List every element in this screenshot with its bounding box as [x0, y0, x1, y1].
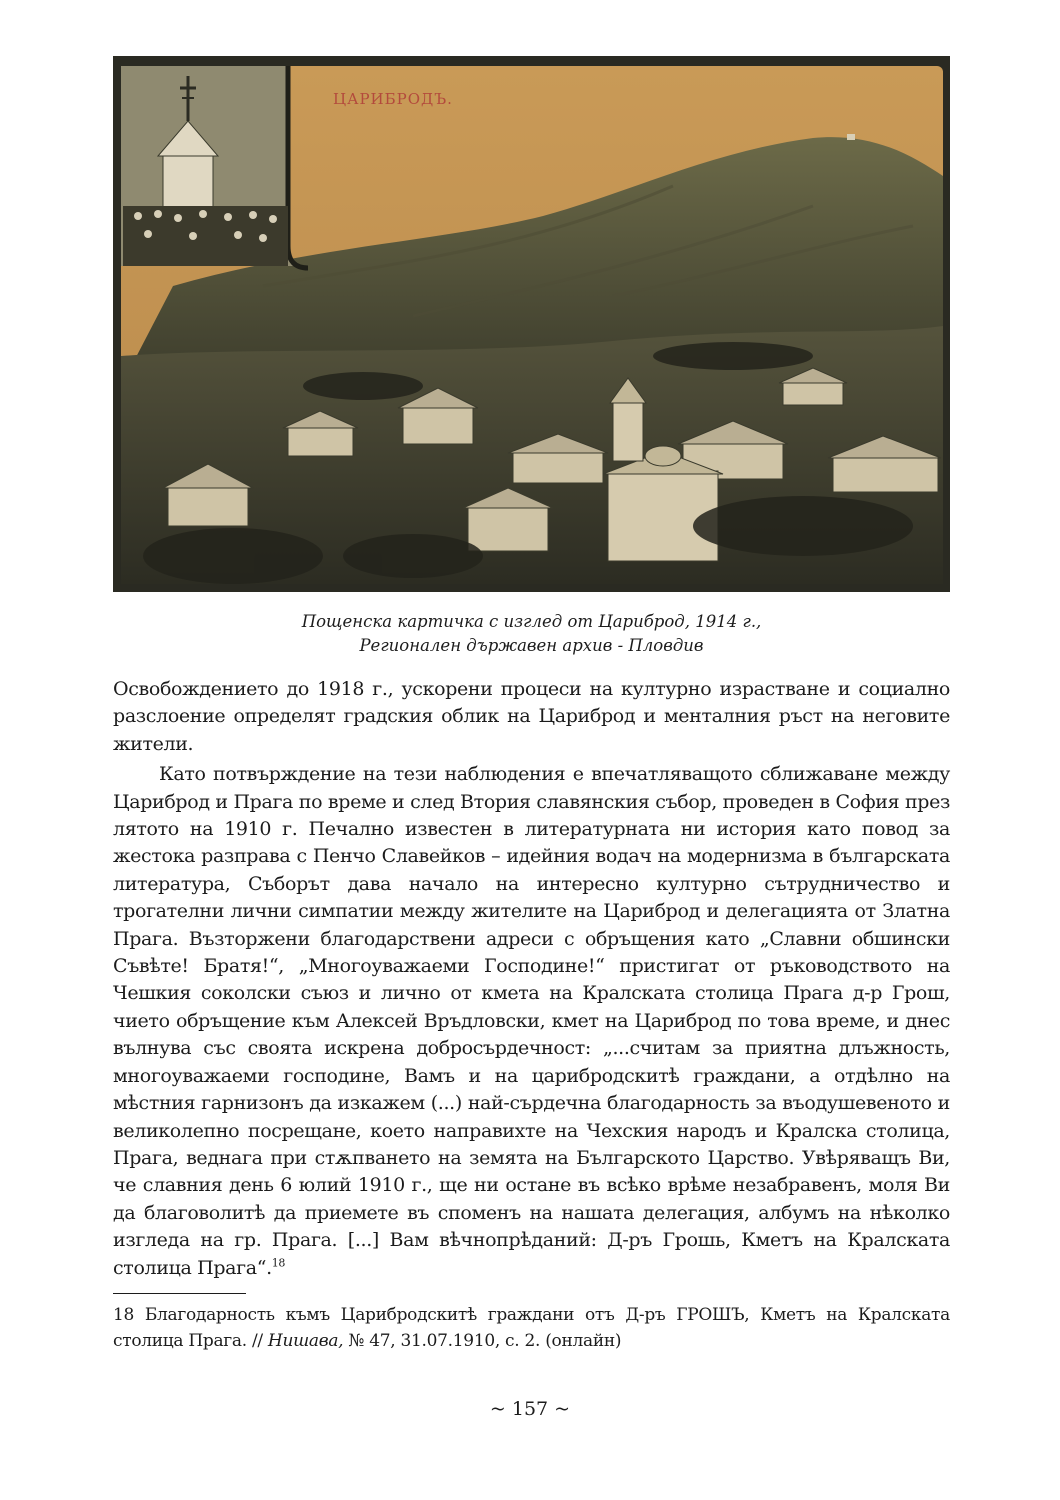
footnote-text: № 47, 31.07.1910, с. 2. (онлайн): [343, 1331, 622, 1351]
caption-line: Регионален държавен архив - Пловдив: [359, 636, 704, 655]
footnote: [113, 1302, 950, 1354]
footnote-reference[interactable]: 18: [271, 1256, 286, 1270]
paragraph-text: Като потвърждение на тези наблюдения е впечатляващото сближаване между Цариброд и Прага по време и след Втория славянския събор, проведен в София през лятото на 1910 г. Печално известен в литературната ни история като повод за жестока разправа с Пенчо Славейков – идейния водач на модернизма в българската литература, Съборът дава начало на интересно културно сътрудничество и трогателни лични симпатии между жителите на Цариброд и делегацията от Златна Прага. Възторжени благодарствени адреси с обръщения като „Славни обшински Съвѣте! Братя!“, „Многоуважаеми Господине!“ пристигат от ръководството на Чешкия соколски съюз и лично от кмета на Кралската столица Прага д-р Грош, чието обръщение към Алексей Връдловски, кмет на Цариброд по това време, и днес вълнува със своята искрена добросърдечност: „...считам за приятна длъжность, многоуважаеми господине, Вамъ и на царибродскитѣ граждани, а отдѣлно на мѣстния гарнизонъ да изкажем (...) най-сърдечна благодарность за въодушевеното и великолепно посрещане, което направихте на Чехския народъ и Кралска столица, Прага, веднага при стѫпването на земята на Българското Царство. Увѣряващъ Ви, че славния день 6 юлий 1910 г., ще ни остане въ всѣко врѣме незабравенъ, моля Ви да благоволитѣ да приемете въ споменъ на нашата делегация, албумъ на нѣколко изгледа на гр. Прага. [...] Вам вѣчнопрѣданий: Д-ръ Грошь, Кметъ на Кралската столица Прага“.: [113, 763, 950, 1279]
postcard-title-text: ЦАРИБРОДЪ.: [333, 90, 453, 108]
figure-caption: [113, 610, 950, 658]
footnote-source: Нишава,: [267, 1331, 344, 1351]
body-text: [113, 676, 950, 1285]
postcard-illustration: [113, 56, 950, 592]
paragraph: [113, 761, 950, 1282]
footnote-divider: [113, 1293, 246, 1294]
postcard-photo: [113, 56, 950, 592]
footnote-text: 18 Благодарность къмъ Царибродскитѣ граждани отъ Д-ръ ГРОШЪ, Кметъ на Кралската столица Прага. //: [113, 1305, 950, 1351]
caption-line: Пощенска картичка с изглед от Цариброд, 1914 г.,: [301, 612, 762, 631]
page-number: ~ 157 ~: [489, 1398, 571, 1420]
paragraph: Освобождението до 1918 г., ускорени процеси на културно израстване и социално разслоение определят градския облик на Цариброд и менталния ръст на неговите жители.: [113, 678, 950, 755]
